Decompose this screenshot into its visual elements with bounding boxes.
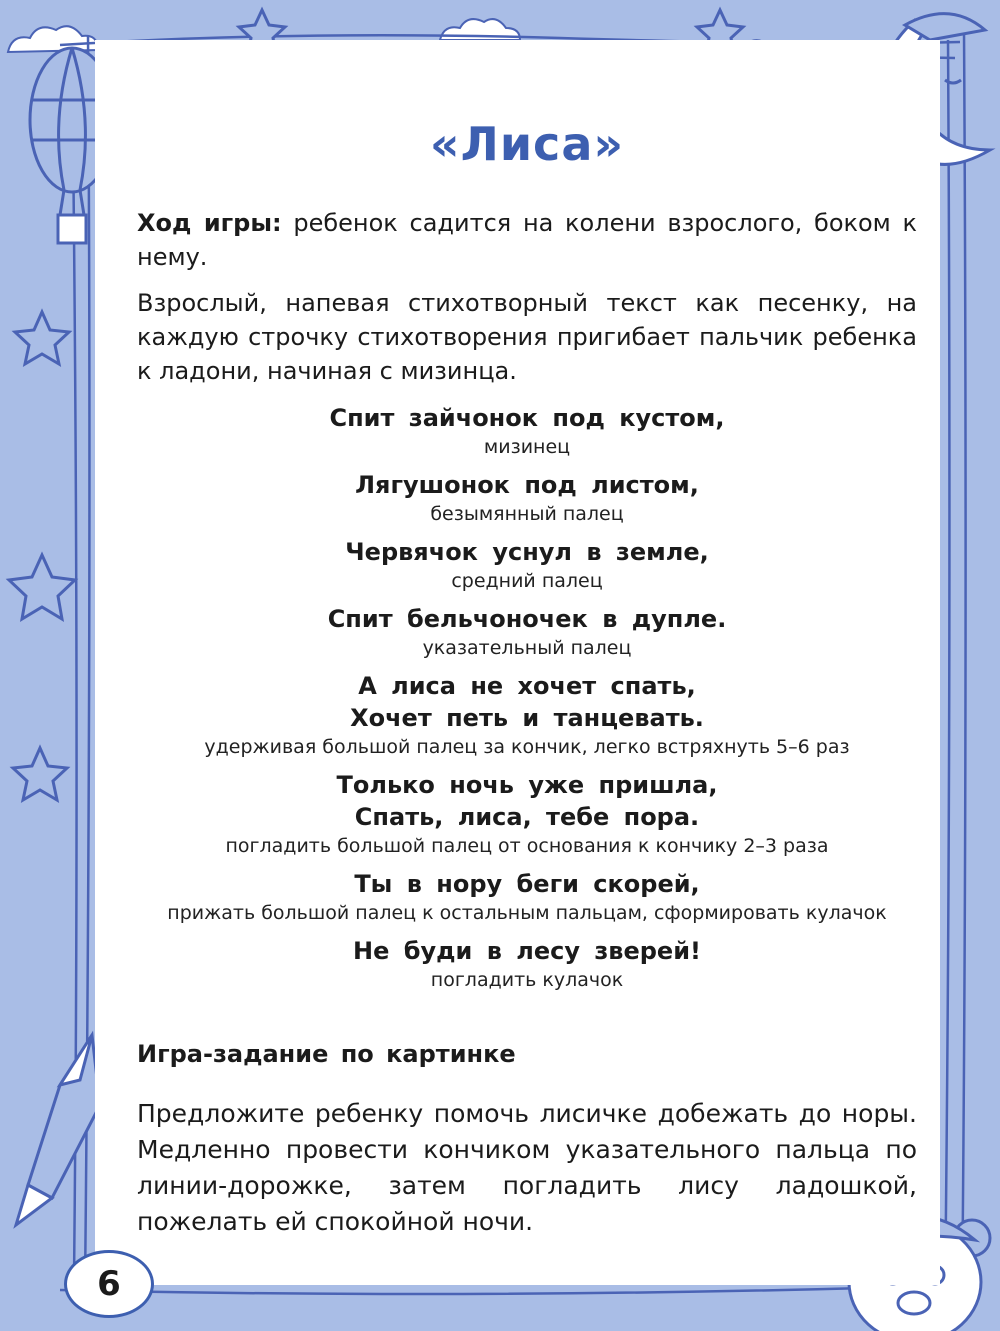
poem-line: Лягушонок под листом,	[355, 471, 699, 499]
task-heading: Игра-задание по картинке	[137, 1040, 516, 1068]
poem-line: Ты в нору беги скорей,	[354, 870, 700, 898]
poem-line: Только ночь уже пришла,	[336, 771, 718, 799]
poem-line: Спит бельчоночек в дупле.	[327, 605, 727, 633]
pencil-icon	[16, 1035, 100, 1225]
poem-line: Спать, лиса, тебе пора.	[354, 803, 700, 831]
cloud-icon	[8, 26, 98, 52]
page-number: 6	[64, 1250, 154, 1318]
star-icon	[9, 555, 75, 619]
poem-note: погладить большой палец от основания к кончику 2–3 раза	[225, 835, 829, 857]
star-icon	[13, 748, 67, 800]
poem-line: Спит зайчонок под кустом,	[329, 404, 725, 432]
page-content	[137, 100, 917, 1265]
poem-note: средний палец	[451, 570, 603, 592]
star-icon	[15, 312, 69, 364]
poem-note: мизинец	[483, 436, 571, 458]
poem-line: А лиса не хочет спать,	[358, 672, 696, 700]
poem-line: Червячок уснул в земле,	[345, 538, 709, 566]
poem-note: указательный палец	[422, 637, 632, 659]
poem-line: Не буди в лесу зверей!	[353, 937, 701, 965]
page-title: «Лиса»	[429, 117, 625, 171]
poem	[137, 402, 917, 993]
instruction-paragraph: Взрослый, напевая стихотворный текст как песенку, на каждую строчку стихотворения пригибает пальчик ребенка к ладони, начиная с мизинца.	[137, 289, 917, 385]
task-paragraph: Предложите ребенку помочь лисичке добежать до норы. Медленно провести кончиком указательного пальца по линии-дорожке, затем погладить лису ладошкой, пожелать ей спокойной ночи.	[137, 1099, 917, 1236]
intro-text: ребенок садится на колени взрослого, боком к нему.	[137, 209, 917, 271]
poem-note: погладить кулачок	[430, 969, 624, 991]
intro-lead: Ход игры:	[137, 209, 282, 237]
intro-paragraph	[137, 206, 917, 274]
poem-line: Хочет петь и танцевать.	[350, 704, 704, 732]
poem-note: безымянный палец	[430, 503, 624, 525]
poem-note: удерживая большой палец за кончик, легко встряхнуть 5–6 раз	[204, 736, 850, 758]
poem-note: прижать большой палец к остальным пальцам, сформировать кулачок	[167, 902, 887, 924]
